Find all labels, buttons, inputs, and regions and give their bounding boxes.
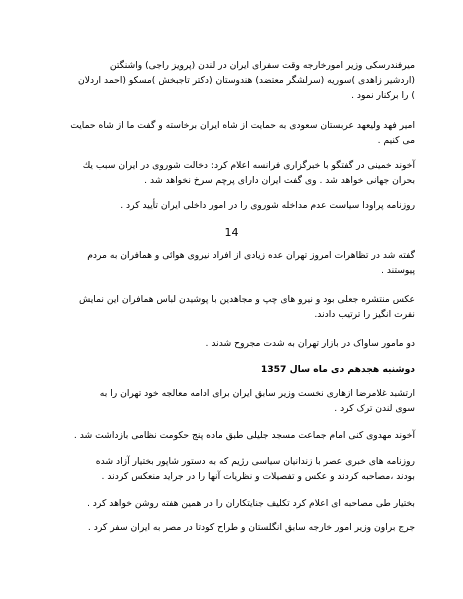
paragraph [40,336,415,351]
text-line: (اردشیر زاهدی )سوریه (سرلشگر معتضد) هندوستان (دکتر تاجبخش )مسکو (احمد اردلان [78,75,415,86]
text-line: روزنامه های خبری عصر با زندانیان سیاسی رژیم که به دستور شاپور بختیار آزاد شده [95,456,415,467]
text-line: بختیار طی مصاحبه ای اعلام کرد تکلیف جنایتکاران را در همین هفته روشن خواهد کرد . [86,498,415,509]
text-line: امیر فهد ولیعهد عربستان سعودی به حمایت از شاه ایران برخاسته و گفت ما از شاه حمایت [70,120,415,131]
text-line: بحران جهانی خواهد شد . وی گفت ایران دارای پرچم سرخ نخواهد شد . [144,175,415,186]
text-line: روزنامه پراودا سیاست عدم مداخله شوروی را در امور داخلی ایران تأیید کرد . [120,200,415,211]
text-line: نفرت انگیز را ترتیب دادند. [314,309,415,320]
text-line: ) را برکنار نمود . [351,90,415,101]
text-line: می کنیم . [377,135,415,146]
text-line: گفته شد در تظاهرات امروز تهران عده زیادی از افراد نیروی هوائی و همافران به مردم [87,250,415,261]
text-line: دو مامور ساواک در بازار تهران به شدت مجروح شدند . [205,338,415,349]
paragraph [40,118,415,148]
paragraph [40,386,415,416]
text-line: میرفندرسکی وزیر امورخارجه وقت سفرای ایران در لندن (پرویز راجی) واشنگتن [109,60,415,71]
date-heading [40,362,415,377]
paragraph [40,454,415,484]
text-line: بودند ،مصاحبه کردند و عکس و تفصیلات و نظریات آنها را در جراید منعکس کردند . [101,471,415,482]
text-line: آخوند خمینی در گفتگو با خبرگزاری فرانسه اعلام کرد: دخالت شوروی در ایران سبب یك [82,160,415,171]
text-line: سوی لندن ترک کرد . [334,403,415,414]
paragraph [40,58,415,103]
paragraph [40,198,415,213]
page-number: 14 [224,226,239,239]
paragraph [40,496,415,511]
text-line: آخوند مهدوی کنی امام جماعت مسجد جلیلی طبق ماده پنج حکومت نظامی بازداشت شد . [73,430,415,441]
text-line: عکس منتشره جعلی بود و نیرو های چپ و مجاهدین با پوشیدن لباس همافران این نمایش [79,294,415,305]
paragraph [40,292,415,322]
text-line: ارتشبد غلامرضا ازهاری نخست وزیر سابق ایران برای ادامه معالجه خود تهران را به [99,388,415,399]
text-line: دوشنبه هجدهم دی ماه سال 1357 [260,364,415,375]
paragraph [40,520,415,535]
text-line: جرج براون وزیر امور خارجه سابق انگلستان و طراح کودتا در مصر به ایران سفر کرد . [87,522,415,533]
paragraph [40,158,415,188]
text-line: پیوستند . [381,265,415,276]
paragraph [40,428,415,443]
paragraph [40,248,415,278]
